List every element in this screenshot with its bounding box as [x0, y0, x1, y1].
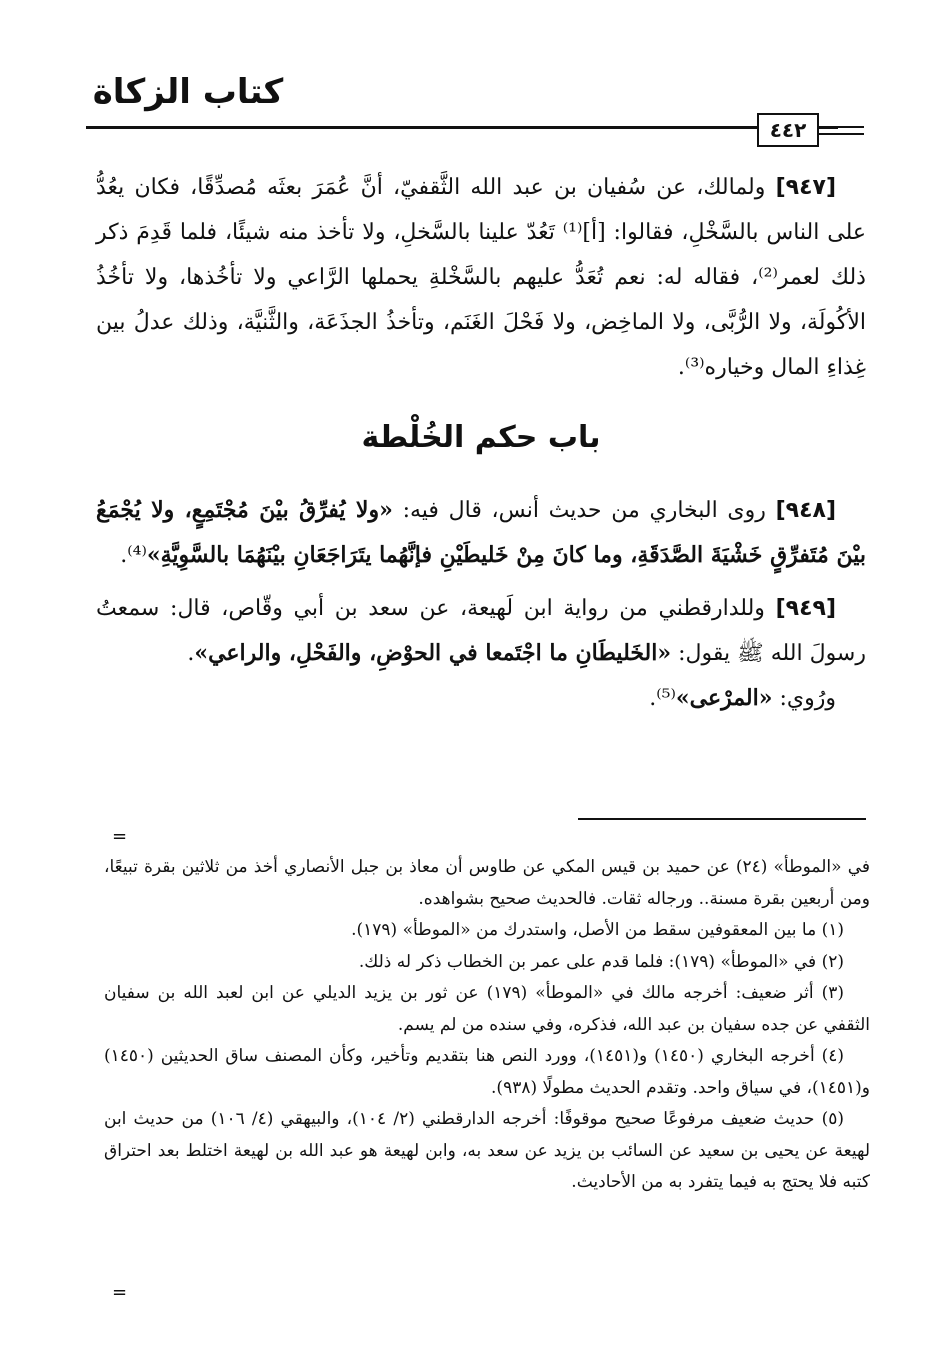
header-rule-ornament-top — [818, 126, 864, 128]
header-rule — [86, 126, 838, 129]
page-number: ٤٤٢ — [757, 113, 819, 147]
paragraph-text: ولمالك، عن سُفيان بن عبد الله الثَّقفيّ، أنَّ عُمَرَ بعثَه مُصدِّقًا، فكان يعُدُّ على الناس بالسَّخْلِ، فقالوا: [أ]⁽¹⁾ تَعُدّ علينا بالسَّخلِ، ولا تأخذ منه شيئًا، فلما قَدِمَ ذكر ذلك لعمر⁽²⁾، فقاله له: نعم تُعَدُّ عليهم بالسَّخْلةِ يحملها الرَّاعي ولا تأخُذها، ولا تأخُذُ الأكُولَة، ولا الرُّبَّى، ولا الماخِض، ولا فَحْلَ الغَنَم، وتأخذُ الجذَعَة، والثَّنيَّة، وذلك عدلُ بين غِذاءِ المال وخياره⁽³⁾. — [96, 175, 866, 380]
paragraph-intro: وللدارقطني من رواية ابن لَهيعة، عن سعد بن أبي وقّاص، قال: سمعتُ رسولَ الله ﷺ يقول: — [96, 596, 866, 666]
header-rule-ornament-bottom — [818, 133, 864, 135]
paragraph-rowi — [96, 676, 866, 721]
footnote-ref: ⁽⁴⁾. — [120, 543, 147, 568]
continuation-mark-bottom: = — [112, 1282, 128, 1303]
continuation-mark-top: = — [112, 826, 128, 847]
footnote-2: (٢) في «الموطأ» (١٧٩): فلما قدم على عمر بن الخطاب ذكر له ذلك. — [358, 951, 844, 972]
book-title: كتاب الزكاة — [92, 72, 284, 112]
paragraph-intro: ورُوي: — [772, 686, 836, 711]
paragraph-949 — [96, 586, 866, 676]
hadith-number: [٩٤٩] — [775, 596, 836, 621]
hadith-number: [٩٤٨] — [775, 498, 836, 523]
hadith-quote: «المرْعى» — [675, 685, 773, 711]
footnote-3: (٣) أثر ضعيف: أخرجه مالك في «الموطأ» (١٧٩) عن ثور بن يزيد الديلي عن ابن لعبد الله بن سفيان الثقفي عن جده سفيان بن عبد الله، فذكره، وفي سنده من لم يسم. — [104, 983, 870, 1035]
paragraph-947 — [96, 165, 866, 390]
footnote-4: (٤) أخرجه البخاري (١٤٥٠) و(١٤٥١)، وورد النص هنا بتقديم وتأخير، وكأن المصنف ساق الحديثين (١٤٥٠) و(١٤٥١)، في سياق واحد. وتقدم الحديث مطولًا (٩٣٨). — [104, 1046, 870, 1098]
footnote-separator — [578, 818, 866, 820]
main-text — [96, 165, 866, 721]
hadith-number: [٩٤٧] — [775, 175, 836, 200]
footnote-5: (٥) حديث ضعيف مرفوعًا صحيح موقوفًا: أخرجه الدارقطني (٢/ ١٠٤)، والبيهقي (٤/ ١٠٦) من حديث ابن لهيعة عن يحيى بن سعيد عن السائب بن يزيد عن سعد به، وابن لهيعة هو عبد الله بن لهيعة اختلط بعد احتراق كتبه فلا يحتج به فيما يتفرد به من الأحاديث. — [104, 1109, 870, 1192]
footnotes — [104, 852, 870, 1199]
hadith-quote: «ولا يُفرِّقُ بيْنَ مُجْتَمِعٍ، ولا يُجْمَعُ بيْنَ مُتَفرِّقٍ خَشْيَةَ الصَّدَقَةِ، وما كانَ مِنْ خَليطَيْنِ فإنَّهُما يتَرَاجَعَانِ بيْنَهُمَا بالسَّوِيَّةِ» — [96, 497, 866, 568]
paragraph-intro: روى البخاري من حديث أنس، قال فيه: — [392, 498, 766, 523]
paragraph-948 — [96, 488, 866, 578]
footnote-ref: ⁽⁵⁾. — [649, 686, 676, 711]
footnote-1: (١) ما بين المعقوفين سقط من الأصل، واستدرك من «الموطأ» (١٧٩). — [351, 920, 844, 940]
paragraph-end: . — [187, 641, 195, 666]
footnote-continuation: في «الموطأ» (٢٤) عن حميد بن قيس المكي عن طاوس أن معاذ بن جبل الأنصاري أخذ من ثلاثين بقرة تبيعًا، ومن أربعين بقرة مسنة.. ورجاله ثقات. فالحديث صحيح بشواهده. — [104, 857, 870, 909]
hadith-quote: «الخَليطَانِ ما اجْتَمعا في الحوْضِ، والفَحْلِ، والراعي» — [194, 640, 672, 666]
chapter-title: باب حكم الخُلْطة — [361, 420, 601, 455]
